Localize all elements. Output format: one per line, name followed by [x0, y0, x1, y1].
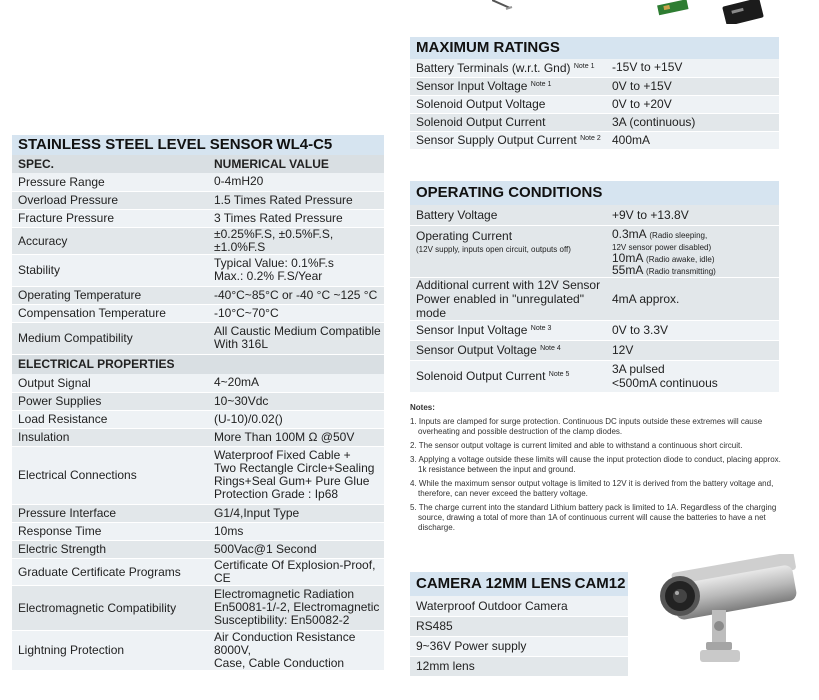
spec-cell: Response Time: [12, 522, 208, 540]
table-row: [12, 304, 384, 322]
value-cell: 0-4mH20: [208, 173, 384, 191]
spec-cell: Electrical Connections: [12, 446, 208, 504]
value-cell: 1.5 Times Rated Pressure: [208, 191, 384, 209]
spec-cell: Electromagnetic Compatibility: [12, 585, 208, 630]
camera-feature: 12mm lens: [410, 656, 628, 676]
value-cell: G1/4,Input Type: [208, 504, 384, 522]
spec-cell: Load Resistance: [12, 410, 208, 428]
camera-spec-table: [410, 572, 628, 677]
spec-cell: Medium Compatibility: [12, 322, 208, 354]
value-cell: Typical Value: 0.1%F.s Max.: 0.2% F.S/Year: [208, 254, 384, 286]
value-cell: Electromagnetic Radiation En50081-1/-2, Electromagnetic Susceptibility: En50082-2: [208, 585, 384, 630]
value-cell: 0V to +15V: [606, 77, 779, 95]
value-cell: 0V to +20V: [606, 95, 779, 113]
col-spec-header: SPEC.: [12, 155, 208, 173]
value-cell: 3A (continuous): [606, 113, 779, 131]
level-sensor-spec-table: [12, 135, 384, 671]
maximum-ratings-table: [410, 37, 779, 150]
note-item: 4. While the maximum sensor output voltage is limited to 12V it is derived from the battery voltage and, therefore, can never exceed the battery voltage.: [410, 479, 774, 498]
value-cell: 3 Times Rated Pressure: [208, 209, 384, 227]
product-battery-image: [722, 0, 764, 24]
table-row: [410, 77, 779, 95]
cctv-camera-image: [652, 554, 802, 684]
value-cell: All Caustic Medium Compatible With 316L: [208, 322, 384, 354]
table-row: [12, 428, 384, 446]
notes-title: Notes:: [410, 403, 435, 412]
table-row: [12, 173, 384, 191]
camera-title: CAMERA 12MM LENS CAM12: [410, 572, 628, 596]
note-item: 2. The sensor output voltage is current limited and able to withstand a continuous short circuit.: [410, 441, 743, 450]
value-cell: -10°C~70°C: [208, 304, 384, 322]
table-row: Additional current with 12V Sensor Power enabled in "unregulated" mode 4mA approx.: [410, 277, 779, 320]
value-cell: More Than 100M Ω @50V: [208, 428, 384, 446]
camera-feature: 9~36V Power supply: [410, 636, 628, 656]
table-row: [12, 504, 384, 522]
camera-feature: Waterproof Outdoor Camera: [410, 596, 628, 616]
spec-cell: Overload Pressure: [12, 191, 208, 209]
spec-cell: Accuracy: [12, 227, 208, 254]
value-cell: Air Conduction Resistance 8000V, Case, Cable Conduction: [208, 630, 384, 670]
spec-cell: Sensor Input Voltage $^{Note 1}$: [410, 77, 606, 95]
table-row: [410, 131, 779, 149]
table-row: [12, 585, 384, 630]
value-cell: -40°C~85°C or -40 °C ~125 °C: [208, 286, 384, 304]
value-cell: 500Vac@1 Second: [208, 540, 384, 558]
note-item: 3. Applying a voltage outside these limits will cause the input protection diode to conduct, placing approx. 1k resistance between the input and ground.: [410, 455, 781, 474]
value-cell: -15V to +15V: [606, 59, 779, 77]
operating-conditions-table: [410, 181, 779, 393]
table-row: [12, 227, 384, 254]
spec-cell: Power Supplies: [12, 392, 208, 410]
spec-cell: Solenoid Output Current: [410, 113, 606, 131]
table-row: [410, 59, 779, 77]
table-row: [12, 630, 384, 670]
table-row: [410, 616, 628, 636]
table-row: [12, 392, 384, 410]
table-row: [12, 540, 384, 558]
table-row: [410, 596, 628, 616]
spec-cell: Output Signal: [12, 374, 208, 392]
table-row: [12, 558, 384, 585]
table-row: Operating Current (12V supply, inputs open circuit, outputs off) 0.3mA (Radio sleeping, 12V sensor power disabled) 10mA (Radio awake, idle) 55mA (Radio transmitting): [410, 225, 779, 277]
table-row: [12, 322, 384, 354]
spec-cell: Stability: [12, 254, 208, 286]
value-cell: 10~30Vdc: [208, 392, 384, 410]
table-row: Sensor Input Voltage $^{Note 3}$ 0V to 3.3V: [410, 320, 779, 340]
notes-section: [410, 403, 782, 537]
spec-cell: Graduate Certificate Programs: [12, 558, 208, 585]
spec-cell: Sensor Supply Output Current $^{Note 2}$: [410, 131, 606, 149]
value-cell: 4~20mA: [208, 374, 384, 392]
table-row: [410, 636, 628, 656]
value-cell: Certificate Of Explosion-Proof, CE: [208, 558, 384, 585]
table-row: [410, 656, 628, 676]
table-row: Battery Voltage +9V to +13.8V: [410, 205, 779, 225]
table-row: Sensor Output Voltage $^{Note 4}$ 12V: [410, 340, 779, 360]
spec-cell: Compensation Temperature: [12, 304, 208, 322]
table-row: Solenoid Output Current $^{Note 5}$ 3A pulsed <500mA continuous: [410, 360, 779, 392]
table-row: [12, 286, 384, 304]
table-row: [12, 446, 384, 504]
maximum-ratings-title: MAXIMUM RATINGS: [410, 37, 779, 59]
camera-feature: RS485: [410, 616, 628, 636]
level-sensor-title: STAINLESS STEEL LEVEL SENSOR WL4-C5: [12, 135, 384, 155]
table-row: [410, 95, 779, 113]
note-item: 5. The charge current into the standard Lithium battery pack is limited to 1A. Regardless of the charging source, drawing a total of more than 1A of continuous current will cause the batteries to have a net discharge.: [410, 503, 777, 532]
value-cell: (U-10)/0.02(): [208, 410, 384, 428]
spec-cell: Insulation: [12, 428, 208, 446]
col-value-header: NUMERICAL VALUE: [208, 155, 384, 173]
table-row: [12, 374, 384, 392]
electrical-properties-heading: ELECTRICAL PROPERTIES: [12, 354, 384, 374]
table-row: [12, 209, 384, 227]
spec-cell: Fracture Pressure: [12, 209, 208, 227]
table-row: [12, 191, 384, 209]
value-cell: 10ms: [208, 522, 384, 540]
spec-cell: Operating Temperature: [12, 286, 208, 304]
spec-cell: Lightning Protection: [12, 630, 208, 670]
value-cell: ±0.25%F.S, ±0.5%F.S, ±1.0%F.S: [208, 227, 384, 254]
spec-cell: Pressure Range: [12, 173, 208, 191]
spec-cell: Pressure Interface: [12, 504, 208, 522]
table-row: [12, 522, 384, 540]
table-row: [410, 113, 779, 131]
note-item: 1. Inputs are clamped for surge protection. Continuous DC inputs outside these extremes will cause overheating and possible destruction of the clamp diodes.: [410, 417, 763, 436]
value-cell: Waterproof Fixed Cable + Two Rectangle Circle+Sealing Rings+Seal Gum+ Pure Glue Protection Grade : Ip68: [208, 446, 384, 504]
spec-cell: Solenoid Output Voltage: [410, 95, 606, 113]
spec-cell: Electric Strength: [12, 540, 208, 558]
spec-cell: Battery Terminals (w.r.t. Gnd) $^{Note 1}$: [410, 59, 606, 77]
table-row: [12, 254, 384, 286]
value-cell: 400mA: [606, 131, 779, 149]
table-row: [12, 410, 384, 428]
product-cable-image: [492, 0, 514, 10]
product-board-image: [654, 0, 694, 18]
operating-conditions-title: OPERATING CONDITIONS: [410, 181, 779, 205]
